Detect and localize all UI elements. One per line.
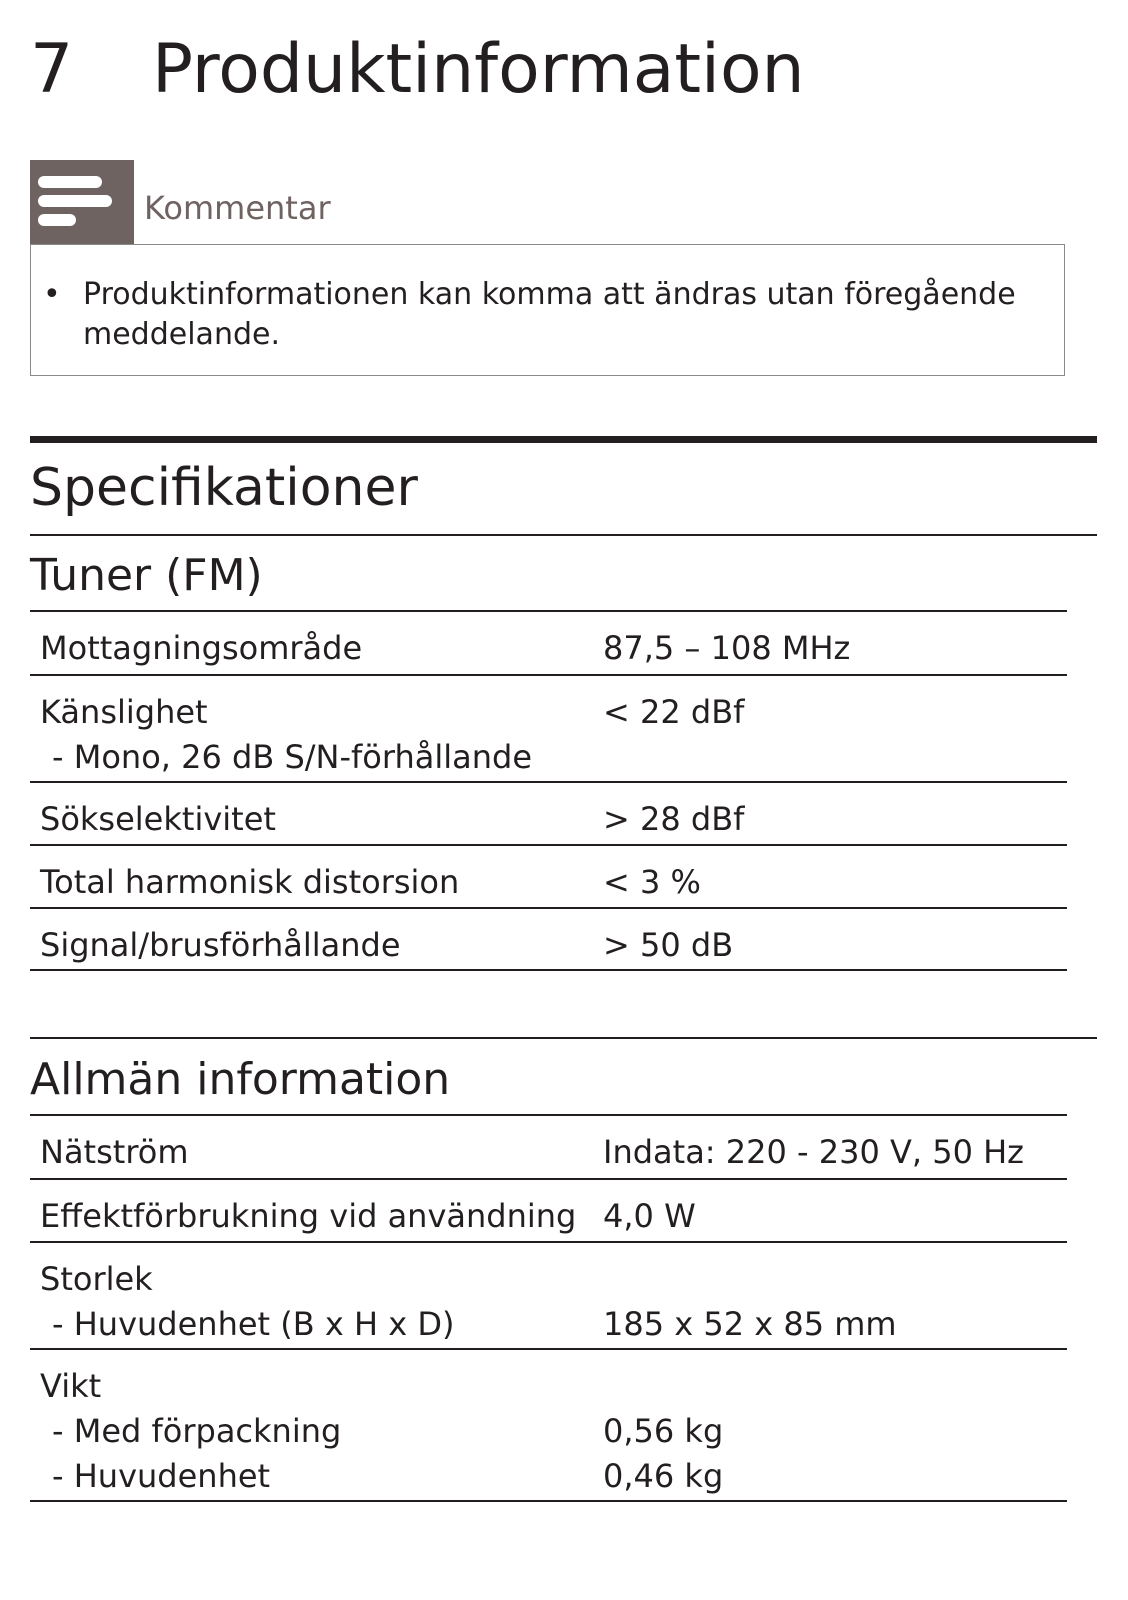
spec-row	[30, 1114, 1067, 1178]
spec-value-line: 87,5 – 108 MHz	[603, 629, 851, 667]
tuner-title: Tuner (FM)	[30, 550, 263, 601]
spec-value	[603, 923, 1063, 968]
spec-label-line: Signal/brusförhållande	[40, 926, 401, 964]
bullet-icon: •	[43, 277, 61, 312]
spec-value-line	[603, 735, 1063, 780]
section-title: Specifikationer	[30, 458, 418, 518]
spec-label-line: - Med förpackning	[52, 1412, 342, 1450]
spec-row	[30, 1348, 1067, 1502]
spec-row	[30, 781, 1067, 844]
section-rule	[30, 436, 1097, 443]
spec-value	[603, 1194, 1063, 1239]
spec-value-line	[603, 1257, 1063, 1302]
spec-label	[40, 1194, 585, 1239]
spec-label	[40, 797, 585, 842]
spec-value	[603, 1257, 1063, 1347]
spec-value	[603, 797, 1063, 842]
spec-label-line: Mottagningsområde	[40, 629, 363, 667]
spec-value-line: > 50 dB	[603, 926, 734, 964]
tuner-spec-table	[30, 610, 1067, 971]
spec-value-line	[603, 1364, 1063, 1409]
spec-value-line: 185 x 52 x 85 mm	[603, 1305, 897, 1343]
spec-value	[603, 1364, 1063, 1499]
spec-value-line: 0,46 kg	[603, 1457, 724, 1495]
note-icon	[30, 160, 134, 244]
spec-label	[40, 690, 585, 780]
note-label: Kommentar	[144, 189, 331, 227]
spec-label-line: Effektförbrukning vid användning	[40, 1197, 577, 1235]
spec-label	[40, 1257, 585, 1347]
spec-label-line: Total harmonisk distorsion	[40, 863, 460, 901]
spec-value	[603, 626, 1063, 671]
general-spec-table	[30, 1114, 1067, 1502]
spec-label	[40, 1364, 585, 1499]
spec-value	[603, 860, 1063, 905]
spec-value-line: > 28 dBf	[603, 800, 745, 838]
spec-label	[40, 1130, 585, 1175]
chapter-number: 7	[30, 30, 74, 109]
spec-row	[30, 674, 1067, 781]
spec-value	[603, 690, 1063, 780]
spec-row	[30, 1241, 1067, 1348]
spec-row	[30, 844, 1067, 907]
spec-value-line: 0,56 kg	[603, 1412, 724, 1450]
spec-label-line: Känslighet	[40, 693, 208, 731]
spec-label	[40, 923, 585, 968]
spec-label-line: - Huvudenhet	[52, 1457, 271, 1495]
spec-row	[30, 1178, 1067, 1241]
spec-label-line: Sökselektivitet	[40, 800, 276, 838]
spec-label-line: - Huvudenhet (B x H x D)	[52, 1305, 455, 1343]
spec-value-line: Indata: 220 - 230 V, 50 Hz	[603, 1133, 1024, 1171]
spec-label	[40, 626, 585, 671]
subsection-rule	[30, 534, 1097, 536]
note-box	[30, 244, 1065, 376]
note-text: Produktinformationen kan komma att ändras utan föregående meddelande.	[83, 277, 1016, 352]
spec-value	[603, 1130, 1063, 1175]
spec-value-line: 4,0 W	[603, 1197, 696, 1235]
general-title: Allmän information	[30, 1054, 451, 1105]
spec-label-line: Vikt	[40, 1367, 102, 1405]
spec-row	[30, 610, 1067, 674]
spec-label	[40, 860, 585, 905]
spec-label-line: Storlek	[40, 1260, 153, 1298]
spec-row	[30, 907, 1067, 971]
spec-label-line: - Mono, 26 dB S/N-förhållande	[52, 738, 533, 776]
spec-value-line: < 22 dBf	[603, 693, 745, 731]
spec-value-line: < 3 %	[603, 863, 701, 901]
spec-label-line: Nätström	[40, 1133, 189, 1171]
subsection-rule	[30, 1037, 1097, 1039]
chapter-title: Produktinformation	[152, 30, 805, 109]
